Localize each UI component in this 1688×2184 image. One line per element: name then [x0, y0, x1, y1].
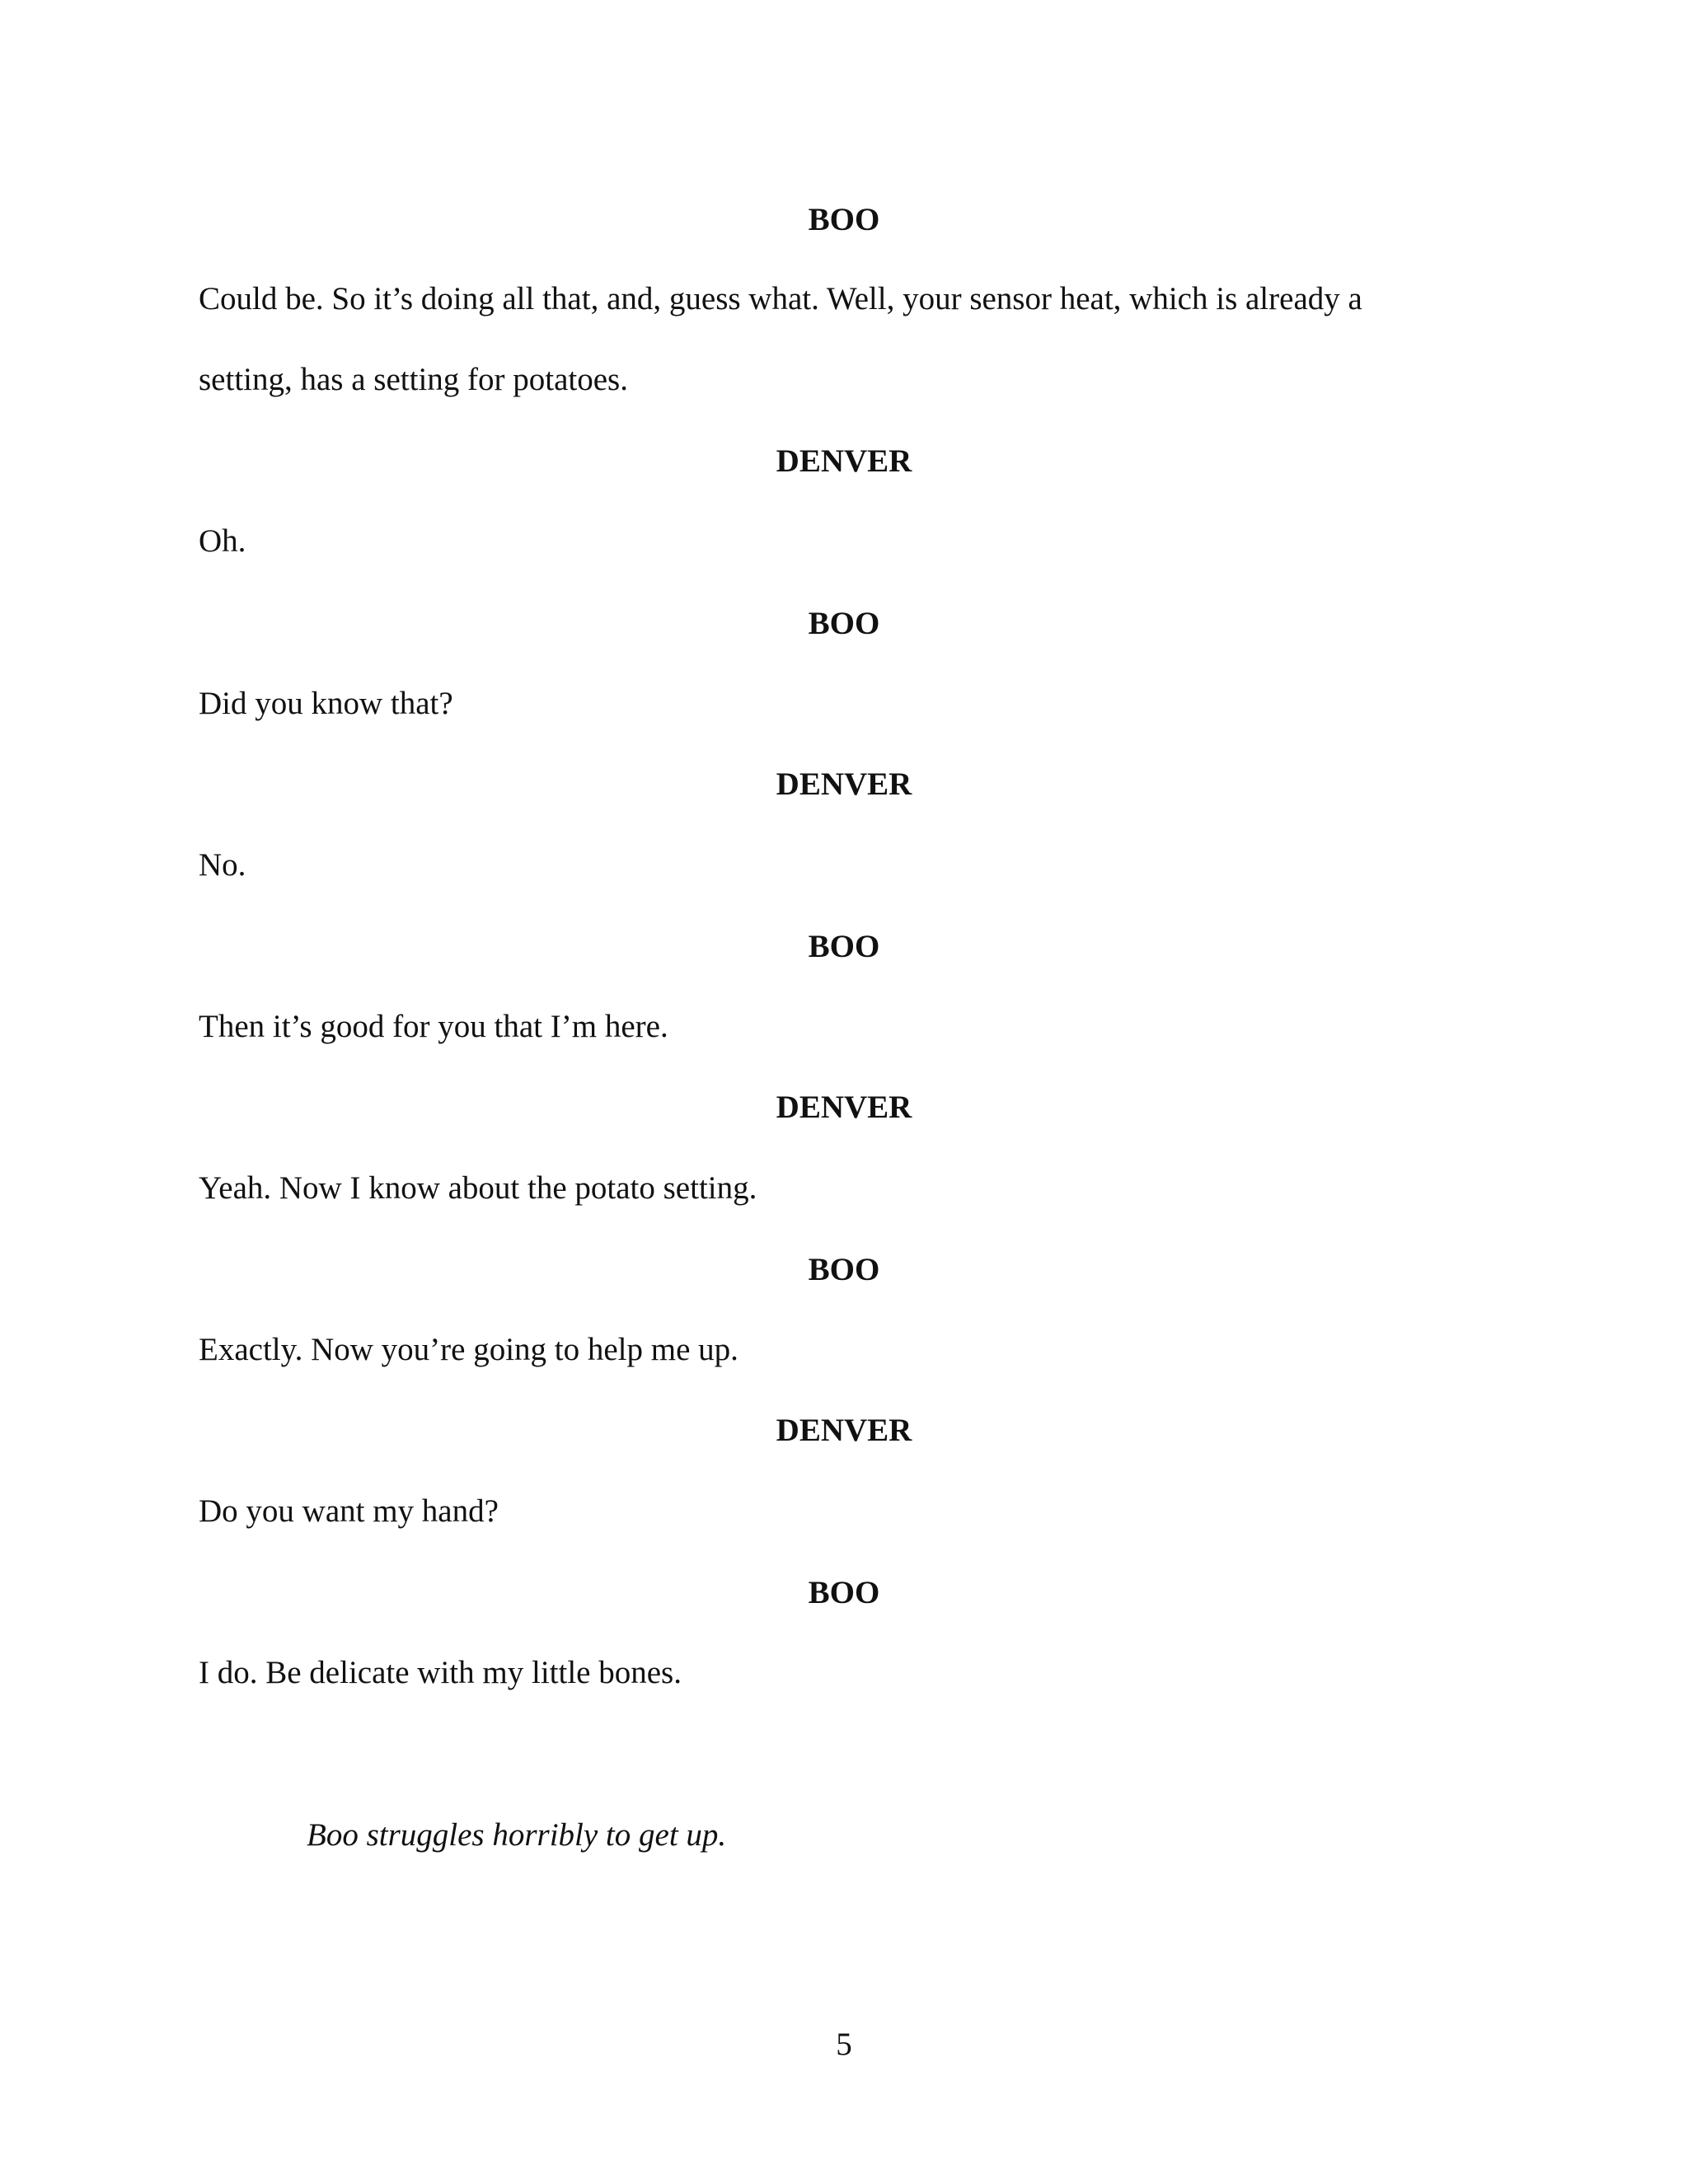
- speaker-name: DENVER: [776, 443, 912, 479]
- stage-direction: Boo struggles horribly to get up.: [307, 1817, 727, 1853]
- speaker-name: BOO: [808, 929, 880, 964]
- dialogue-line: Oh.: [199, 523, 246, 559]
- speaker-name: DENVER: [776, 1090, 912, 1125]
- dialogue-line: setting, has a setting for potatoes.: [199, 362, 628, 397]
- dialogue-line: Could be. So it’s doing all that, and, guess what. Well, your sensor heat, which is already a: [199, 281, 1362, 316]
- dialogue-line: No.: [199, 847, 246, 883]
- speaker-name: DENVER: [776, 766, 912, 802]
- dialogue-line: Exactly. Now you’re going to help me up.: [199, 1332, 738, 1367]
- speaker-name: BOO: [808, 202, 880, 237]
- speaker-name: BOO: [808, 1252, 880, 1287]
- dialogue-line: Do you want my hand?: [199, 1493, 499, 1529]
- dialogue-line: Did you know that?: [199, 686, 453, 721]
- speaker-name: BOO: [808, 606, 880, 641]
- page-number: 5: [836, 2027, 852, 2062]
- dialogue-line: Then it’s good for you that I’m here.: [199, 1009, 668, 1044]
- dialogue-line: Yeah. Now I know about the potato setting.: [199, 1170, 757, 1206]
- speaker-name: DENVER: [776, 1413, 912, 1448]
- dialogue-line: I do. Be delicate with my little bones.: [199, 1655, 682, 1690]
- speaker-name: BOO: [808, 1575, 880, 1610]
